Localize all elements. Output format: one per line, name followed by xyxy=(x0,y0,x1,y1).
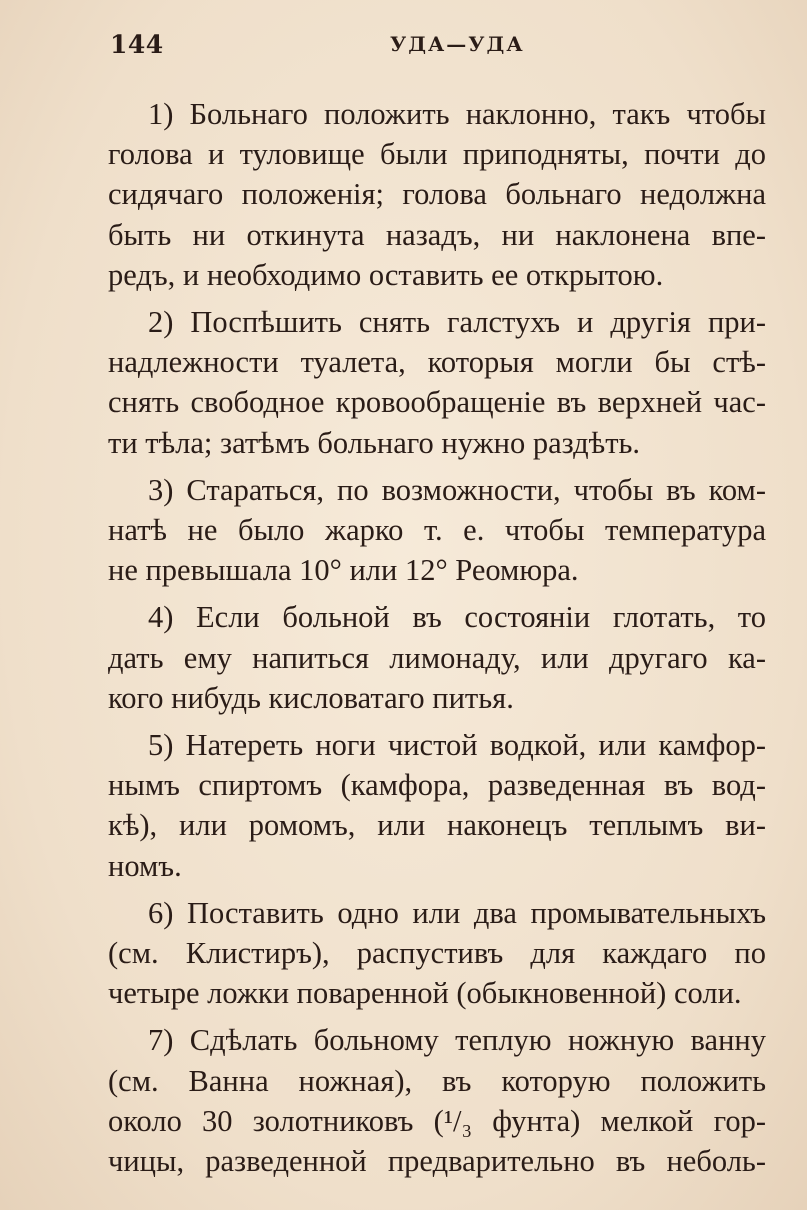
text-line: ти тѣла; затѣмъ больнаго нужно раздѣть. xyxy=(108,425,641,460)
text-line: нымъ спиртомъ (камфора, разведенная въ вод- xyxy=(108,768,766,803)
text-line: сидячаго положенія; голова больнаго недолжна xyxy=(108,177,766,212)
page-number: 144 xyxy=(110,30,164,59)
text-line: 1) Больнаго положить наклонно, такъ чтобы xyxy=(148,97,766,131)
paragraph-1 xyxy=(108,94,766,295)
text-line: голова и туловище были приподняты, почти до xyxy=(108,137,766,172)
text-line: 7) Сдѣлать больному теплую ножную ванну xyxy=(148,1023,766,1058)
text-line: дать ему напиться лимонаду, или другаго ка- xyxy=(108,640,766,675)
page-header xyxy=(110,30,767,70)
paragraph-3 xyxy=(108,470,766,591)
text-line: натѣ не было жарко т. е. чтобы температура xyxy=(108,513,766,548)
text-line: 6) Поставить одно или два промывательныхъ xyxy=(148,895,766,930)
text-line: четыре ложки поваренной (обыкновенной) соли. xyxy=(108,976,742,1011)
text-line: кѣ), или ромомъ, или наконецъ теплымъ ви- xyxy=(108,808,766,843)
text-line: номъ. xyxy=(108,848,182,883)
paragraph-7 xyxy=(108,1020,766,1181)
text-line: 5) Натереть ноги чистой водкой, или камфор- xyxy=(148,728,766,763)
text-line: чицы, разведенной предварительно въ неболь- xyxy=(108,1144,766,1179)
body-text xyxy=(108,94,766,1188)
text-line: (см. Ванна ножная), въ которую положить xyxy=(108,1063,766,1098)
paragraph-4 xyxy=(108,597,766,718)
running-head: УДА—УДА xyxy=(390,32,525,56)
paragraph-2 xyxy=(108,302,766,463)
paragraph-5 xyxy=(108,725,766,886)
paragraph-6 xyxy=(108,893,766,1014)
text-line: 3) Стараться, по возможности, чтобы въ ком- xyxy=(148,472,766,507)
text-line: надлежности туалета, которыя могли бы стѣ- xyxy=(108,345,766,380)
text-line: 4) Если больной въ состояніи глотать, то xyxy=(148,600,766,635)
text-line: кого нибудь кисловатаго питья. xyxy=(108,680,514,715)
text-line: (см. Клистиръ), распустивъ для каждаго по xyxy=(108,936,766,971)
text-line: редъ, и необходимо оставить ее открытою. xyxy=(108,257,664,292)
text-line: снять свободное кровообращеніе въ верхней час- xyxy=(108,385,766,420)
text-line: 2) Поспѣшить снять галстухъ и другія при- xyxy=(148,305,766,340)
text-line: около 30 золотниковъ (¹/₃ фунта) мелкой гор- xyxy=(108,1103,766,1138)
text-line: не превышала 10° или 12° Реомюра. xyxy=(108,553,579,588)
text-line: быть ни откинута назадъ, ни наклонена впе- xyxy=(108,217,766,252)
